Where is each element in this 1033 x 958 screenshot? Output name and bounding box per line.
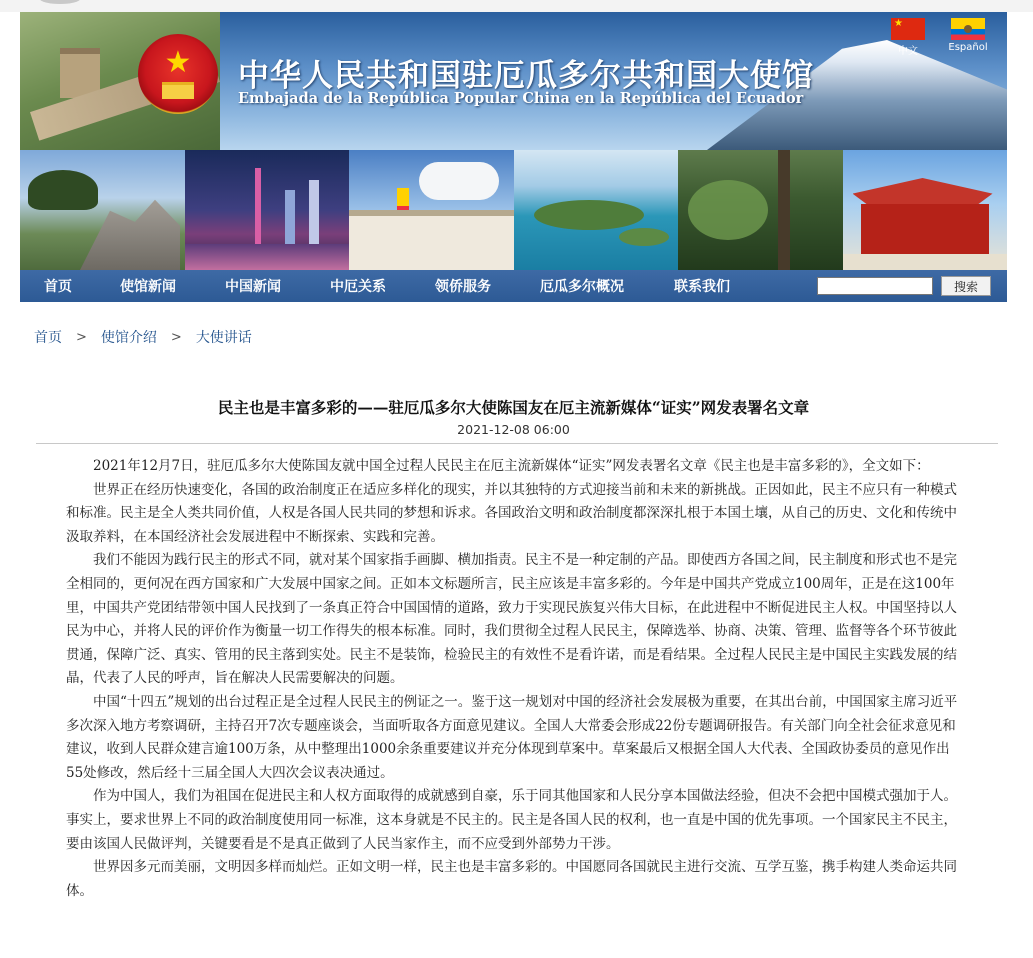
search-input[interactable]	[817, 277, 933, 295]
page-wrapper	[20, 12, 1007, 302]
island-shape	[534, 200, 644, 230]
rock-peaks-shape	[80, 196, 180, 270]
article-paragraph: 世界因多元而美丽，文明因多样而灿烂。正如文明一样，民主也是丰富多彩的。中国愿同各国就民主进行交流、互学互鉴，携手构建人类命运共同体。	[66, 859, 957, 899]
article-paragraph: 2021年12月7日，驻厄瓜多尔大使陈国友就中国全过程人民民主在厄主流新媒体“证实”网发表署名文章《民主也是丰富多彩的》，全文如下：	[93, 458, 930, 474]
skyscraper-shape-2	[309, 180, 319, 248]
nav-item-consular-services[interactable]: 领侨服务	[435, 279, 491, 295]
gate-roof-shape	[853, 178, 993, 204]
browser-top-strip	[0, 0, 1033, 12]
language-chinese[interactable]	[886, 18, 930, 57]
nav-item-china-news[interactable]: 中国新闻	[225, 279, 281, 295]
flag-star-icon: ★	[894, 18, 903, 29]
top-strip-mark	[40, 0, 80, 4]
nav-item-home[interactable]: 首页	[44, 279, 72, 295]
emblem-star-icon: ★	[164, 45, 192, 80]
breadcrumb-separator-icon: >	[170, 329, 182, 345]
language-chinese-link[interactable]: 中文	[898, 46, 918, 57]
pine-tree-shape	[28, 170, 98, 210]
river-reflection	[185, 244, 350, 270]
language-spanish-link[interactable]: Español	[948, 42, 988, 53]
emblem-gate-icon	[162, 82, 194, 99]
breadcrumb-separator-icon: >	[76, 329, 87, 345]
flag-coat-of-arms-icon	[964, 25, 972, 33]
embassy-title-spanish: Embajada de la República Popular China en la República del Ecuador	[238, 90, 804, 107]
nav-item-china-ecuador-relations[interactable]: 中厄关系	[330, 279, 386, 295]
search-area	[817, 276, 991, 296]
skyscraper-shape	[285, 190, 295, 248]
embassy-title-chinese: 中华人民共和国驻厄瓜多尔共和国大使馆	[238, 58, 814, 94]
article-paragraph: 世界正在经历快速变化，各国的政治制度正在适应多样化的现实，并以其独特的方式迎接当前和未来的新挑战。正因如此，民主不应只有一种模式和标准。民主是全人类共同价值，人权是各国人民共同的梦想和诉求。各国政治文明和政治制度都深深扎根于本国土壤，从自己的历史、文化和传统中汲取养料，在本国经济社会发展进程中不断探索、实践和完善。	[66, 481, 957, 545]
china-flag-icon[interactable]	[891, 18, 925, 40]
cloud-shape	[419, 162, 499, 200]
colonial-building-shape	[349, 210, 514, 270]
nav-item-contact-us[interactable]: 联系我们	[674, 279, 730, 295]
island-shape-2	[619, 228, 669, 246]
article-date: 2021-12-08 06:00	[457, 422, 570, 437]
breadcrumb	[34, 327, 252, 347]
photo-quito-building	[349, 150, 514, 270]
photo-galapagos-islands	[514, 150, 679, 270]
search-button[interactable]: 搜索	[941, 276, 991, 296]
gate-base-shape	[843, 254, 1008, 270]
foliage-shape	[688, 180, 768, 240]
tree-trunk-shape	[778, 150, 790, 270]
photo-tiananmen	[843, 150, 1008, 270]
article-paragraph: 作为中国人，我们为祖国在促进民主和人权方面取得的成就感到自豪，乐于同其他国家和人民分享本国做法经验，但决不会把中国模式强加于人。事实上，要求世界上不同的政治制度使用同一标准，这本身就是不民主的。民主是各国人民的权利，也一直是中国的优先事项。一个国家民主不民主，要由该国人民做评判，关键要看是不是真正做到了人民当家作主，而不应受到外部势力干涉。	[66, 788, 957, 852]
title-divider	[36, 443, 998, 444]
tv-tower-shape	[255, 168, 261, 248]
photo-shanghai-skyline	[185, 150, 350, 270]
gate-wall-shape	[861, 204, 989, 254]
nav-item-embassy-news[interactable]: 使馆新闻	[120, 279, 176, 295]
ecuador-flag-icon[interactable]	[951, 18, 985, 40]
photo-strip	[20, 150, 1007, 270]
article-body	[66, 455, 966, 903]
national-emblem-icon	[138, 34, 218, 114]
breadcrumb-embassy-intro[interactable]: 使馆介绍	[100, 330, 157, 346]
photo-huangshan	[20, 150, 185, 270]
article-title: 民主也是丰富多彩的——驻厄瓜多尔大使陈国友在厄主流新媒体“证实”网发表署名文章	[217, 398, 810, 417]
article-paragraph: 中国“十四五”规划的出台过程正是全过程人民民主的例证之一。鉴于这一规划对中国的经济社会发展极为重要，在其出台前，中国国家主席习近平多次深入地方考察调研，主持召开7次专题座谈会，当面听取各方面意见建议。全国人大常委会形成22份专题调研报告。有关部门向全社会征求意见和建议，收到人民群众建言逾100万条，从中整理出1000余条重要建议并充分体现到草案中。草案最后又根据全国人大代表、全国政协委员的意见作出55处修改，然后经十三届全国人大四次会议表决通过。	[66, 693, 958, 781]
main-navigation	[20, 270, 1007, 302]
article-paragraph: 我们不能因为践行民主的形式不同，就对某个国家指手画脚、横加指责。民主不是一种定制的产品。即使西方各国之间，民主制度和形式也不是完全相同的，更何况在西方国家和广大发展中国家之间。正如本文标题所言，民主应该是丰富多彩的。今年是中国共产党成立100周年，正是在这100年里，中国共产党团结带领中国人民找到了一条真正符合中国国情的道路，致力于实现民族复兴伟大目标，在此进程中不断促进民主人权。中国坚持以人民为中心，并将人民的评价作为衡量一切工作得失的根本标准。同时，我们贯彻全过程人民民主，保障选举、协商、决策、管理、监督等各个环节彼此贯通，保障广泛、真实、管用的民主落到实处。民主不是装饰，检验民主的有效性不是看许诺，而是看结果。全过程人民民主是中国民主实践发展的结晶，代表了人民的呼声，旨在解决人民需要解决的问题。	[66, 552, 957, 687]
breadcrumb-ambassador-speeches[interactable]: 大使讲话	[195, 330, 252, 346]
photo-rainforest	[678, 150, 843, 270]
ecuador-flag-shape	[397, 188, 409, 212]
breadcrumb-home[interactable]: 首页	[34, 330, 62, 346]
header-banner	[20, 12, 1007, 150]
language-spanish[interactable]	[946, 18, 990, 53]
nav-item-ecuador-overview[interactable]: 厄瓜多尔概况	[540, 279, 624, 295]
